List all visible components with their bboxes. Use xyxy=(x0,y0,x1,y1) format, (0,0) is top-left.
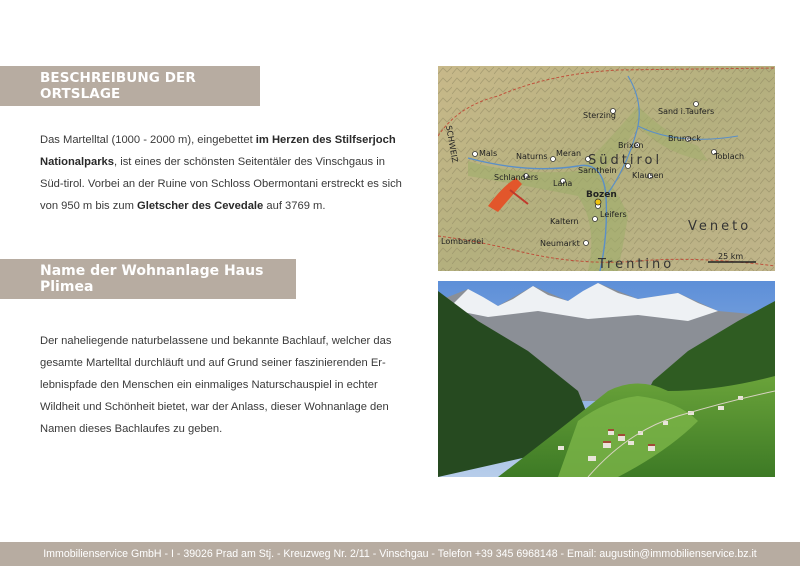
map-label-naturns: Naturns xyxy=(516,152,548,161)
map-label-mals: Mals xyxy=(479,149,498,158)
map-label-brixen: Brixen xyxy=(618,141,644,150)
footer-contact: Immobilienservice GmbH - I - 39026 Prad am Stj. - Kreuzweg Nr. 2/11 - Vinschgau - Telefon +39 345 6968148 - Email: augustin@immobilienservice.bz.it xyxy=(0,542,800,566)
map-label-meran: Meran xyxy=(556,149,582,158)
map-label-sterzing: Sterzing xyxy=(583,111,616,120)
map-region-trentino: Trentino xyxy=(598,257,675,271)
region-map xyxy=(438,66,775,271)
map-label-lana: Lana xyxy=(553,179,573,188)
relief-map-svg xyxy=(438,66,775,271)
section-heading-name: Name der Wohnanlage Haus Plimea xyxy=(0,259,296,299)
name-description: Der naheliegende naturbelassene und bekannte Bachlauf, welcher das gesamte Martelltal durchläuft und auf Grund seiner faszinierenden Er-lebnispfade den Menschen ein einmaliges Naturschauspiel in echter Wildheit und Schönheit bietet, war der Anlass, dieser Wohnanlage den Namen dieses Bachlaufes zu geben. xyxy=(40,335,392,435)
map-label-sand-taufers: Sand i.Taufers xyxy=(658,107,715,116)
map-scale-label: 25 km xyxy=(718,252,744,261)
valley-photo xyxy=(438,281,775,477)
map-label-klausen: Klausen xyxy=(632,171,664,180)
section-heading-location: BESCHREIBUNG DER ORTSLAGE xyxy=(0,66,260,106)
map-region-suedtirol: Südtirol xyxy=(588,153,663,168)
map-label-toblach: Toblach xyxy=(714,152,745,161)
map-label-sarnthein: Sarnthein xyxy=(578,166,617,175)
map-label-bruneck: Bruneck xyxy=(668,134,701,143)
valley-photo-svg xyxy=(438,281,775,477)
map-label-schlanders: Schlanders xyxy=(494,173,539,182)
map-label-bozen: Bozen xyxy=(586,190,617,200)
map-region-lombardei: Lombardei xyxy=(441,237,484,246)
map-label-leifers: Leifers xyxy=(600,210,627,219)
location-description: Das Martelltal (1000 - 2000 m), eingebettet im Herzen des Stilfserjoch Nationalparks, ist eines der schönsten Seitentäler des Vinschgaus in Süd-tirol. Vorbei an der Ruine von Schloss Obermontani erstreckt es sich von 950 m bis zum Gletscher des Cevedale auf 3769 m. xyxy=(40,134,402,212)
map-label-kaltern: Kaltern xyxy=(550,217,579,226)
map-region-schweiz: SCHWEIZ xyxy=(444,124,460,164)
map-label-neumarkt: Neumarkt xyxy=(540,239,580,248)
map-region-veneto: Veneto xyxy=(688,219,752,234)
